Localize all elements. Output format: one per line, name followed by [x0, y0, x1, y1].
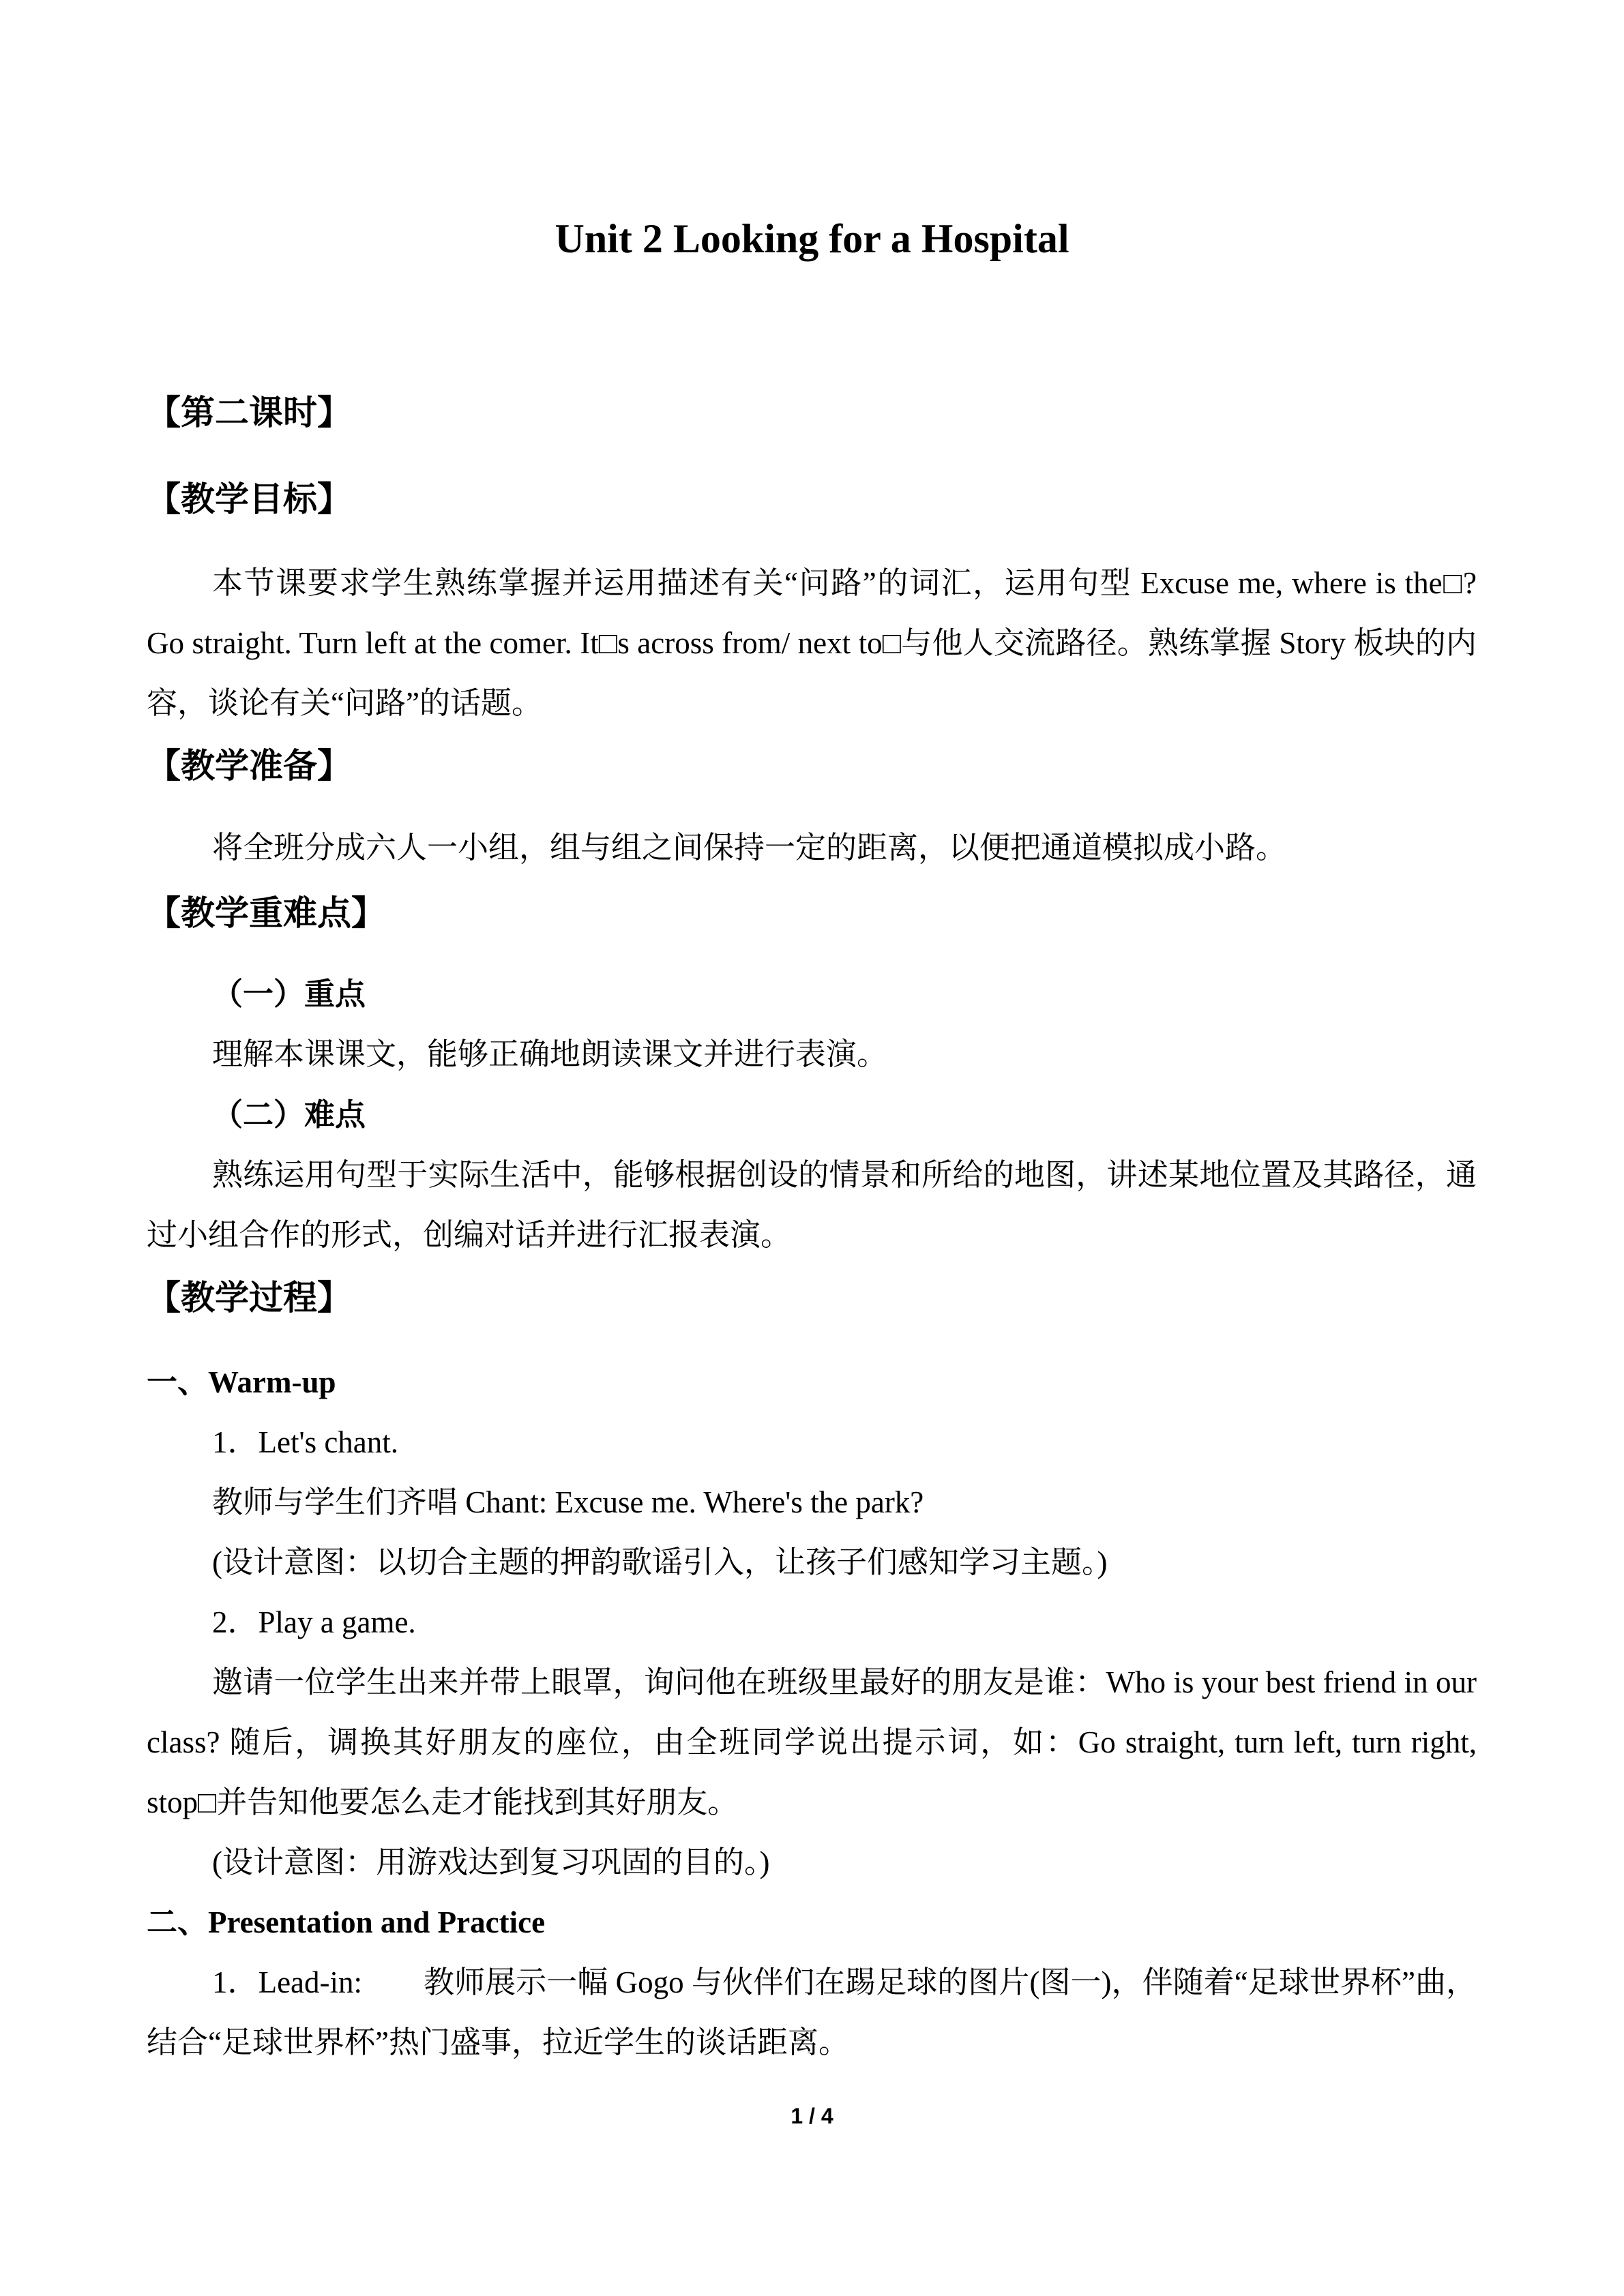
- objectives-text: 本节课要求学生熟练掌握并运用描述有关“问路”的词汇，运用句型 Excuse me, where is the□? Go straight. Turn left at the comer. It□s across from/ next to□与他人交流路径。熟练掌握 Story 板块的内容，谈论有关“问路”的话题。: [147, 566, 1477, 720]
- difficulty-text: 熟练运用句型于实际生活中，能够根据创设的情景和所给的地图，讲述某地位置及其路径，通过小组合作的形式，创编对话并进行汇报表演。: [147, 1158, 1477, 1252]
- warmup-item-1-text: 教师与学生们齐唱 Chant: Excuse me. Where's the park?: [212, 1485, 924, 1519]
- objectives-heading: 【教学目标】: [147, 480, 351, 518]
- focus-text: 理解本课课文，能够正确地朗读课文并进行表演。: [212, 1037, 888, 1071]
- preparation-heading: 【教学准备】: [147, 747, 351, 785]
- presentation-title: 二、Presentation and Practice: [147, 1905, 546, 1939]
- focus-label: （一）重点: [212, 977, 366, 1011]
- lesson-heading: 【第二课时】: [147, 393, 351, 432]
- difficulty-label: （二）难点: [212, 1098, 366, 1132]
- preparation-text: 将全班分成六人一小组，组与组之间保持一定的距离，以便把通道模拟成小路。: [212, 831, 1287, 865]
- page-number: 1 / 4: [791, 2104, 833, 2128]
- document-title: Unit 2 Looking for a Hospital: [555, 216, 1069, 261]
- process-heading: 【教学过程】: [147, 1279, 351, 1317]
- warmup-item-2-text: 邀请一位学生出来并带上眼罩，询问他在班级里最好的朋友是谁：Who is your best friend in our class? 随后，调换其好朋友的座位，由全班同学说出提示词，如：Go straight, turn left, turn right, stop□并告知他要怎么走才能找到其好朋友。: [147, 1665, 1477, 1819]
- warmup-item-2-note: (设计意图：用游戏达到复习巩固的目的。): [212, 1845, 770, 1879]
- warmup-item-1: 1．Let's chant.: [212, 1425, 399, 1459]
- key-points-heading: 【教学重难点】: [147, 894, 385, 932]
- warmup-title: 一、Warm-up: [147, 1365, 336, 1399]
- presentation-item-1-text: 1．Lead-in: 教师展示一幅 Gogo 与伙伴们在踢足球的图片(图一)，伴随着“足球世界杯”曲，结合“足球世界杯”热门盛事，拉近学生的谈话距离。: [147, 1965, 1477, 2059]
- warmup-item-1-note: (设计意图：以切合主题的押韵歌谣引入，让孩子们感知学习主题。): [212, 1545, 1108, 1579]
- warmup-item-2: 2．Play a game.: [212, 1605, 416, 1639]
